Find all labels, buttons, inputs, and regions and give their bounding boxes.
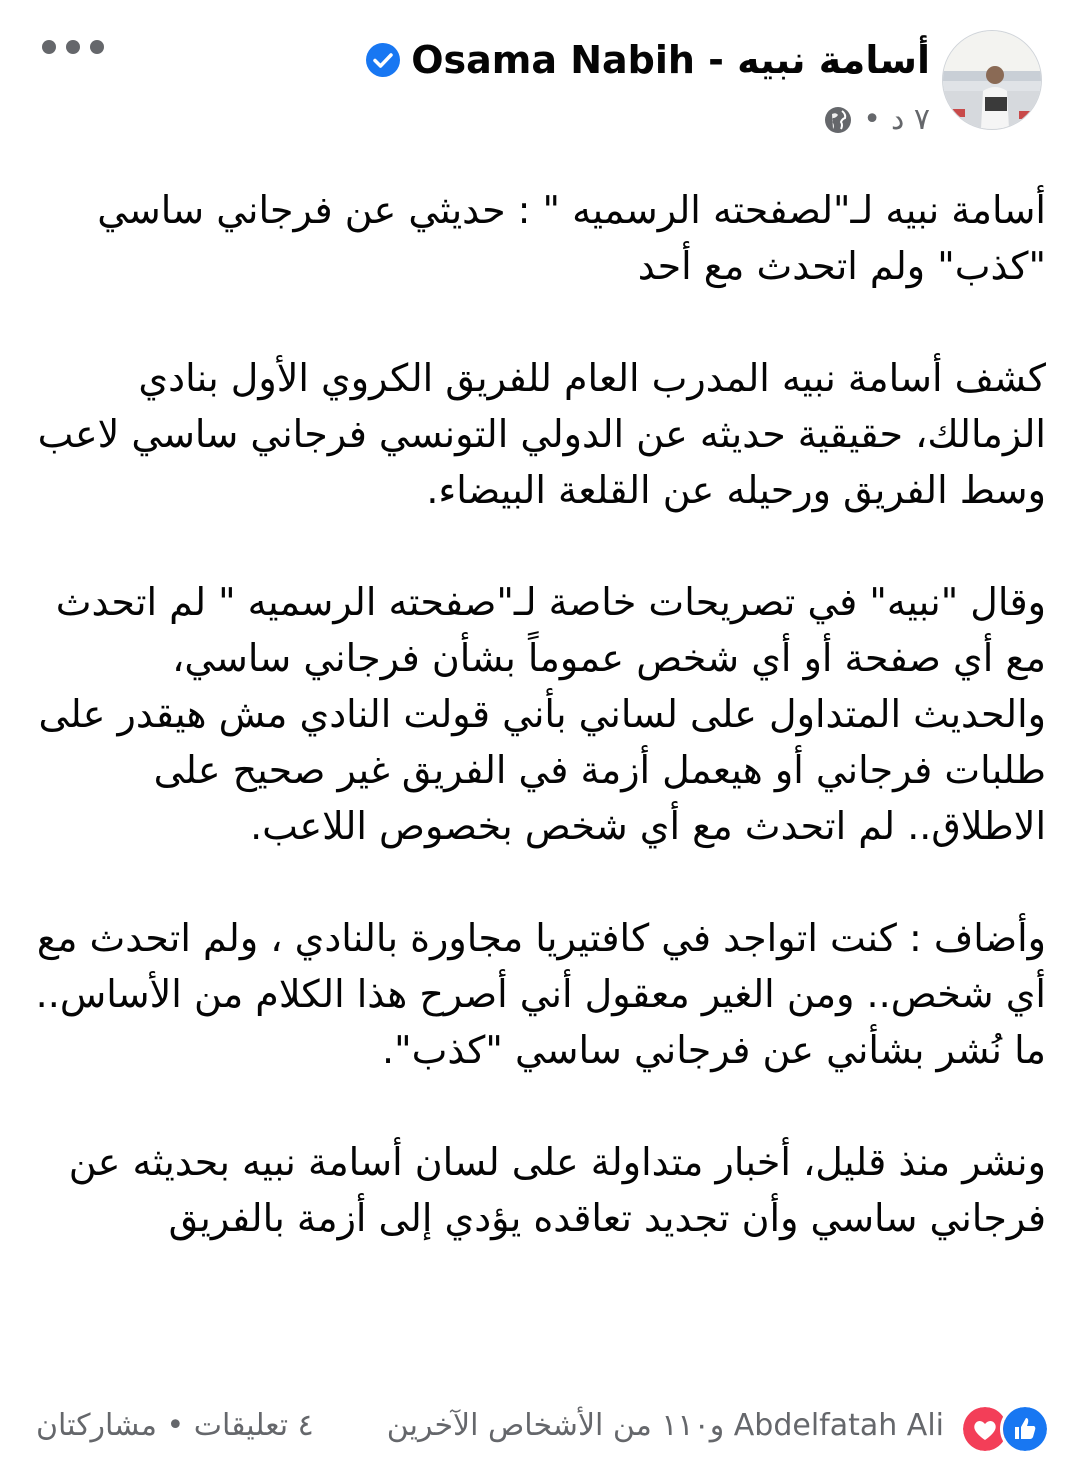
meta-separator: • bbox=[863, 102, 881, 137]
more-options-button[interactable] bbox=[42, 40, 104, 54]
post-time[interactable]: ٧ د bbox=[890, 102, 930, 137]
more-horizontal-icon bbox=[90, 40, 104, 54]
reaction-icons[interactable] bbox=[960, 1404, 1050, 1454]
post-paragraph: أسامة نبيه لـ"لصفحته الرسميه " : حديثي عن فرجاني ساسي "كذب" ولم اتحدث مع أحد bbox=[97, 188, 1046, 288]
author-name[interactable]: أسامة نبيه - Osama Nabih bbox=[411, 38, 930, 82]
more-horizontal-icon bbox=[66, 40, 80, 54]
post-meta bbox=[823, 102, 930, 137]
post-footer bbox=[0, 1404, 1080, 1454]
post-paragraph: ونشر منذ قليل، أخبار متداولة على لسان أسامة نبيه بحديثه عن فرجاني ساسي وأن تجديد تعاقده يؤدي إلى أزمة بالفريق bbox=[68, 1140, 1046, 1240]
post-paragraph: وأضاف : كنت اتواجد في كافتيريا مجاورة بالنادي ، ولم اتحدث مع أي شخص.. ومن الغير معقول أني أصرح هذا الكلام من الأساس.. ما نُشر بشأني عن فرجاني ساسي "كذب". bbox=[35, 916, 1046, 1072]
avatar-image bbox=[943, 31, 1041, 129]
like-reaction-icon bbox=[1000, 1404, 1050, 1454]
globe-icon[interactable] bbox=[823, 105, 853, 135]
verified-badge-icon bbox=[365, 42, 401, 78]
avatar[interactable] bbox=[942, 30, 1042, 130]
author-row bbox=[365, 38, 930, 82]
post-stats[interactable]: ٤ تعليقات • مشاركتان bbox=[36, 1408, 314, 1443]
post-header bbox=[0, 0, 1080, 165]
reaction-summary[interactable] bbox=[387, 1408, 944, 1443]
post-paragraph: وقال "نبيه" في تصريحات خاصة لـ"صفحته الرسميه " لم اتحدث مع أي صفحة أو أي شخص عموماً بشأن فرجاني ساسي، والحديث المتداول على لساني بأني قولت النادي مش هيقدر على طلبات فرجاني أو هيعمل أزمة في الفريق غير صحيح على الاطلاق.. لم اتحدث مع أي شخص بخصوص اللاعب. bbox=[38, 580, 1046, 848]
reaction-others: و١١٠ من الأشخاص الآخرين bbox=[386, 1408, 725, 1443]
post-paragraph: كشف أسامة نبيه المدرب العام للفريق الكروي الأول بنادي الزمالك، حقيقية حديثه عن الدولي التونسي فرجاني ساسي لاعب وسط الفريق ورحيله عن القلعة البيضاء. bbox=[37, 356, 1046, 512]
reaction-lead-name: Abdelfatah Ali bbox=[733, 1408, 944, 1443]
more-horizontal-icon bbox=[42, 40, 56, 54]
post-body bbox=[34, 182, 1046, 1302]
